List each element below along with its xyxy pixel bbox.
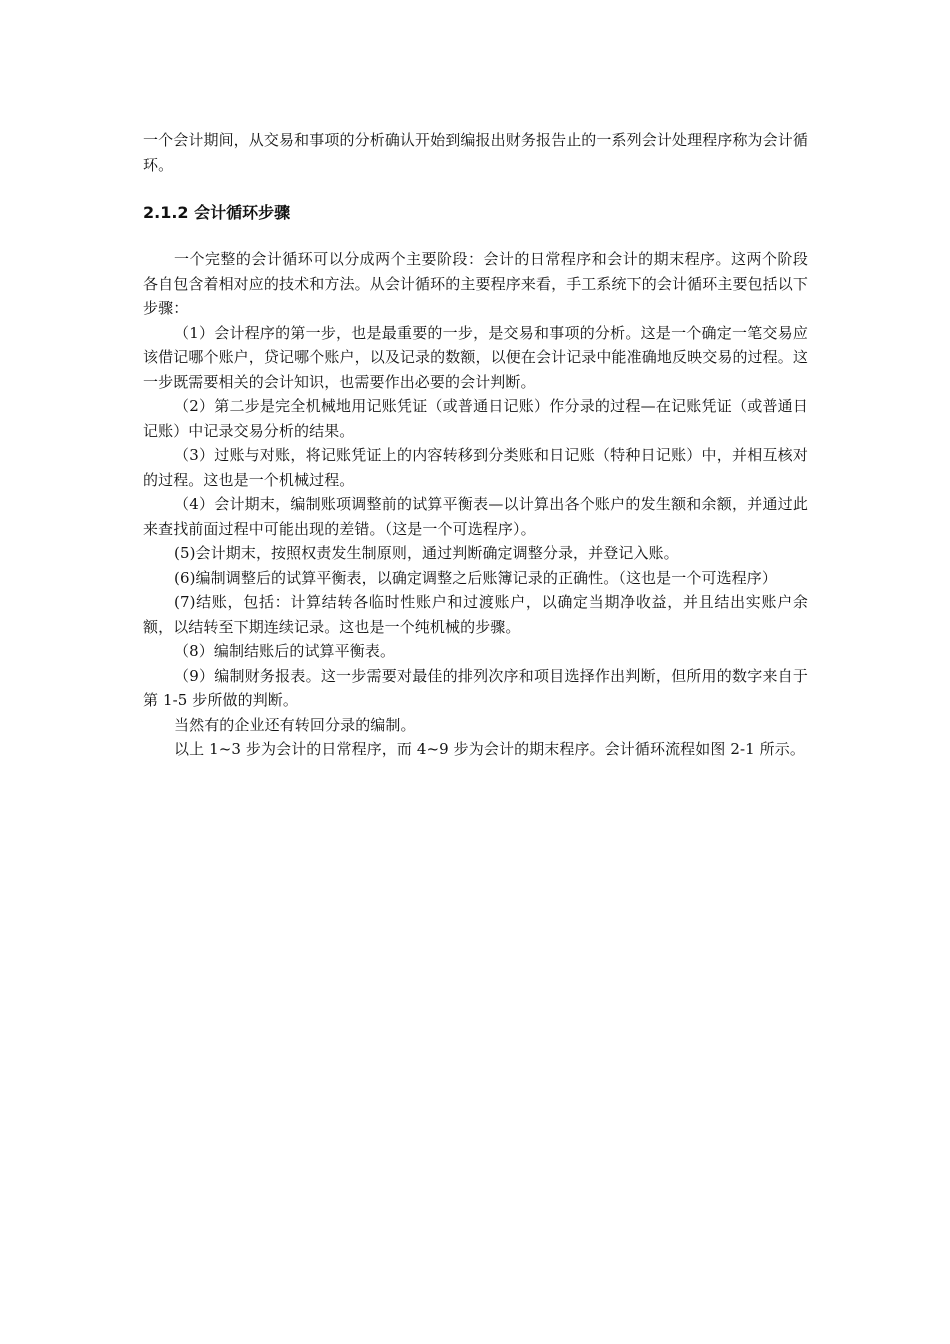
paragraph-step-5: (5)会计期末，按照权责发生制原则，通过判断确定调整分录，并登记入账。	[174, 544, 679, 562]
section-heading: 2.1.2 会计循环步骤	[143, 203, 291, 222]
paragraph-step-1: （1）会计程序的第一步，也是最重要的一步，是交易和事项的分析。这是一个确定一笔交易应该借记哪个账户，贷记哪个账户，以及记录的数额，以便在会计记录中能准确地反映交易的过程。这一步既需要相关的会计知识，也需要作出必要的会计判断。	[143, 323, 808, 391]
intro-paragraph: 一个会计期间，从交易和事项的分析确认开始到编报出财务报告止的一系列会计处理程序称为会计循环。	[143, 131, 808, 174]
paragraph-overview: 一个完整的会计循环可以分成两个主要阶段：会计的日常程序和会计的期末程序。这两个阶段各自包含着相对应的技术和方法。从会计循环的主要程序来看，手工系统下的会计循环主要包括以下步骤：	[143, 250, 808, 317]
paragraph-step-6: (6)编制调整后的试算平衡表，以确定调整之后账簿记录的正确性。（这也是一个可选程序）	[174, 568, 777, 587]
document-body	[143, 128, 808, 762]
paragraph-summary: 以上 1~3 步为会计的日常程序，而 4~9 步为会计的期末程序。会计循环流程如图 2-1 所示。	[174, 740, 805, 758]
paragraph-step-9: （9）编制财务报表。这一步需要对最佳的排列次序和项目选择作出判断，但所用的数字来自于第 1-5 步所做的判断。	[143, 666, 808, 709]
paragraph-step-7: (7)结账，包括：计算结转各临时性账户和过渡账户，以确定当期净收益，并且结出实账户余额，以结转至下期连续记录。这也是一个纯机械的步骤。	[143, 593, 808, 636]
paragraph-reversing-entries: 当然有的企业还有转回分录的编制。	[174, 715, 416, 734]
paragraph-step-3: （3）过账与对账，将记账凭证上的内容转移到分类账和日记账（特种日记账）中，并相互核对的过程。这也是一个机械过程。	[143, 446, 808, 489]
paragraph-step-8: （8）编制结账后的试算平衡表。	[174, 642, 396, 660]
paragraph-step-4: （4）会计期末，编制账项调整前的试算平衡表—以计算出各个账户的发生额和余额，并通过此来查找前面过程中可能出现的差错。（这是一个可选程序）。	[143, 495, 808, 538]
paragraph-step-2: （2）第二步是完全机械地用记账凭证（或普通日记账）作分录的过程—在记账凭证（或普通日记账）中记录交易分析的结果。	[143, 397, 808, 440]
